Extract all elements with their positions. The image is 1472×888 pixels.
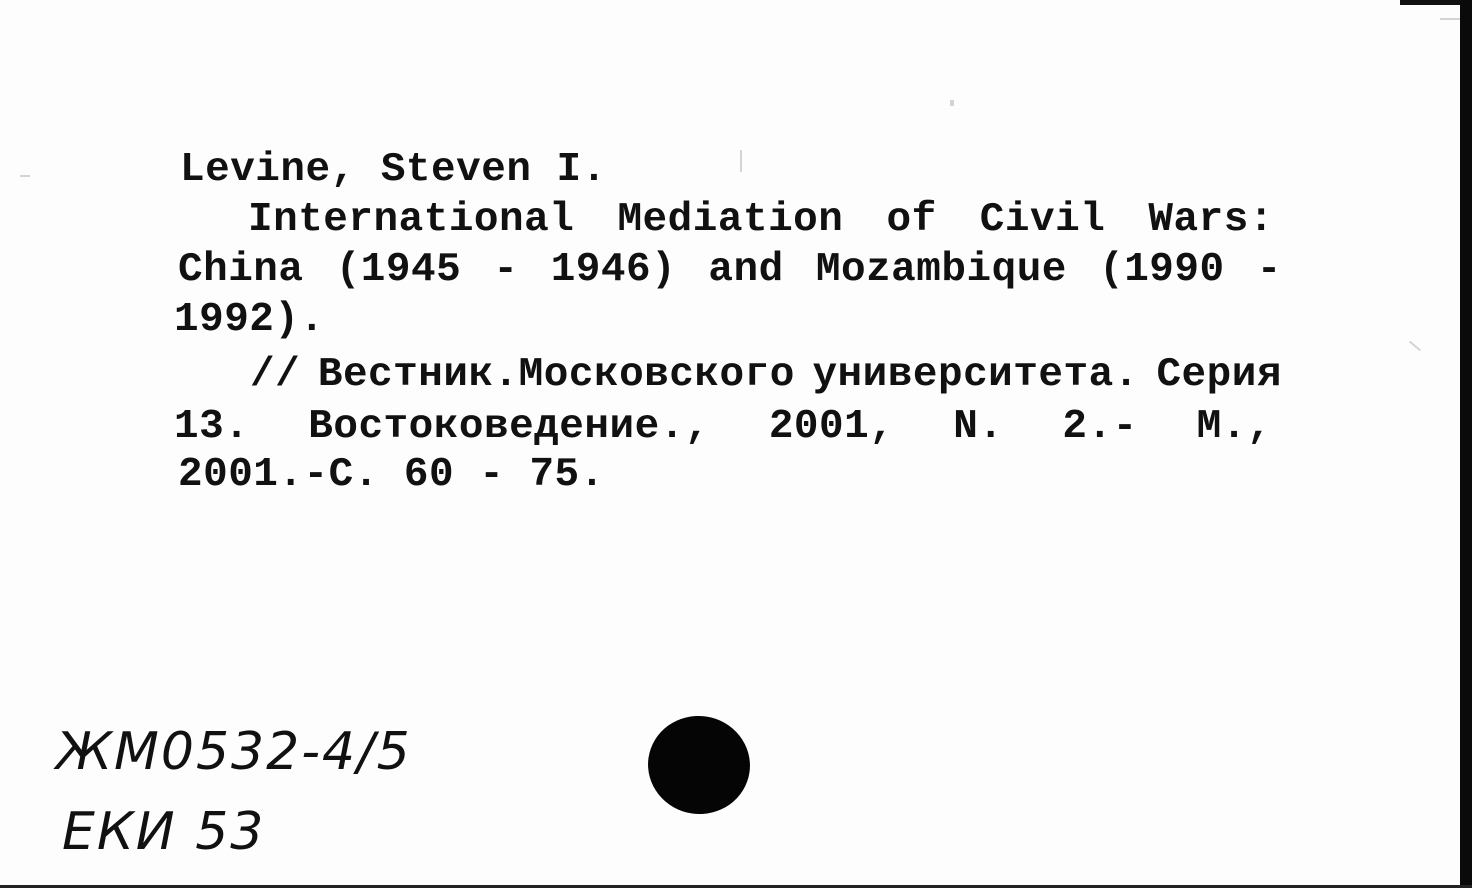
title-word: Mozambique	[815, 247, 1067, 293]
card-edge-shadow-right	[1460, 0, 1472, 888]
title-line-3: 1992).	[174, 297, 325, 343]
title-word: (1945	[335, 247, 462, 293]
source-word: 2001,	[768, 404, 895, 450]
speckle	[1440, 18, 1460, 20]
title-word: International	[248, 197, 575, 243]
source-word: университета.	[812, 352, 1139, 398]
source-line-2	[174, 404, 1272, 450]
author-line: Levine, Steven I.	[180, 147, 607, 193]
title-word: -	[1256, 247, 1282, 293]
source-word: N.	[953, 404, 1004, 450]
source-word: Серия	[1156, 352, 1282, 398]
source-word: //	[250, 352, 301, 398]
title-word: -	[493, 247, 519, 293]
title-word: 1946)	[550, 247, 677, 293]
punch-hole	[642, 709, 757, 820]
source-word: 13.	[174, 404, 250, 450]
source-word: М.,	[1196, 404, 1272, 450]
title-word: Civil	[979, 197, 1106, 243]
speckle	[740, 150, 742, 172]
source-word: Вестник.Московского	[317, 352, 795, 398]
title-word: Mediation	[617, 197, 844, 243]
title-word: and	[708, 247, 784, 293]
title-line-2	[178, 247, 1282, 293]
speckle	[1409, 341, 1421, 352]
source-word: 2.-	[1062, 404, 1138, 450]
source-line-3: 2001.-С. 60 - 75.	[178, 452, 605, 498]
title-line-1	[248, 197, 1274, 243]
title-word: of	[886, 197, 937, 243]
title-word: China	[178, 247, 304, 293]
title-word: (1990	[1099, 247, 1225, 293]
title-word: Wars:	[1148, 197, 1274, 243]
shelfmark-handwritten-2: ЕКИ 53	[62, 802, 266, 862]
source-line-1	[250, 352, 1282, 398]
speckle	[20, 175, 30, 177]
source-word: Востоковедение.,	[308, 404, 710, 450]
shelfmark-handwritten-1: ЖМ0532-4/5	[56, 722, 412, 782]
speckle	[950, 100, 954, 106]
